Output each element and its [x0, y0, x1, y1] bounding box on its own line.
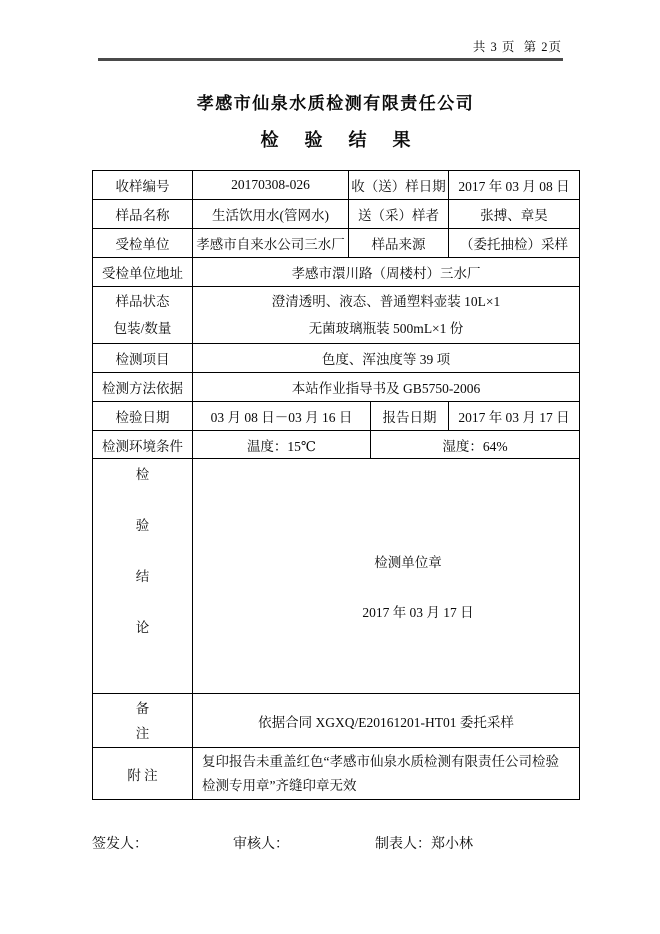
- sample-name-label: 样品名称: [93, 200, 193, 229]
- conclusion-date: 2017 年 03 月 17 日: [362, 605, 474, 620]
- sample-state-value: [193, 287, 580, 344]
- row-conclusion: [93, 459, 580, 694]
- remark-label-line2: 注: [135, 725, 150, 741]
- test-date-value: 03 月 08 日－03 月 16 日: [193, 402, 371, 431]
- row-test-items: [93, 344, 580, 373]
- sample-no-value: 20170308-026: [193, 171, 349, 200]
- row-sample-name: [93, 200, 580, 229]
- unit-address-label: 受检单位地址: [93, 258, 193, 287]
- conclusion-char-2: 验: [135, 518, 150, 533]
- report-title: 检验结果: [260, 130, 437, 150]
- sample-state-label-line1: 样品状态: [115, 294, 170, 309]
- row-sample-no: [93, 171, 580, 200]
- test-items-value: 色度、浑浊度等 39 项: [193, 344, 580, 373]
- remark-value: 依据合同 XGXQ/E20161201-HT01 委托采样: [193, 694, 580, 748]
- receive-date-label: 收（送）样日期: [349, 171, 449, 200]
- row-env-condition: [93, 431, 580, 459]
- row-note: [93, 748, 580, 800]
- inspected-unit-value: 孝感市自来水公司三水厂: [193, 229, 349, 258]
- sampler-value: 张搏、章昊: [449, 200, 580, 229]
- conclusion-char-3: 结: [135, 569, 150, 584]
- sample-state-value-line2: 无菌玻璃瓶装 500mL×1 份: [308, 321, 464, 336]
- note-value: 复印报告未重盖红色“孝感市仙泉水质检测有限责任公司检验检测专用章”齐缝印章无效: [193, 748, 580, 800]
- conclusion-char-1: 检: [135, 467, 150, 482]
- report-table: [92, 170, 580, 800]
- conclusion-label-stack: [95, 459, 190, 635]
- sample-state-value-line1: 澄清透明、液态、普通塑料壶装 10L×1: [271, 294, 501, 309]
- row-remark: [93, 694, 580, 748]
- env-condition-label: 检测环境条件: [93, 431, 193, 459]
- sample-state-label-line2: 包装/数量: [113, 321, 172, 336]
- row-inspected-unit: [93, 229, 580, 258]
- conclusion-char-4: 论: [135, 620, 150, 635]
- remark-label: [93, 694, 193, 748]
- report-date-label: 报告日期: [371, 402, 449, 431]
- sample-source-value: （委托抽检）采样: [449, 229, 580, 258]
- unit-stamp-placeholder: 检测单位章: [374, 555, 442, 570]
- row-dates: [93, 402, 580, 431]
- receive-date-value: 2017 年 03 月 08 日: [449, 171, 580, 200]
- test-items-label: 检测项目: [93, 344, 193, 373]
- test-date-label: 检验日期: [93, 402, 193, 431]
- note-label: 附 注: [93, 748, 193, 800]
- env-humidity: 湿度：64%: [371, 431, 580, 459]
- company-title: 孝感市仙泉水质检测有限责任公司: [196, 94, 475, 113]
- row-sample-state: [93, 287, 580, 344]
- sampler-label: 送（采）样者: [349, 200, 449, 229]
- row-unit-address: [93, 258, 580, 287]
- method-basis-value: 本站作业指导书及 GB5750-2006: [193, 373, 580, 402]
- preparer-signature-label: 制表人：郑小林: [375, 837, 473, 852]
- sample-source-label: 样品来源: [349, 229, 449, 258]
- sample-state-label: [93, 287, 193, 344]
- conclusion-label: [93, 459, 193, 694]
- issuer-signature-label: 签发人：: [92, 837, 148, 852]
- inspected-unit-label: 受检单位: [93, 229, 193, 258]
- page-number-info: 共 3 页 第 2页: [472, 40, 562, 54]
- env-temperature: 温度：15℃: [193, 431, 371, 459]
- report-date-value: 2017 年 03 月 17 日: [449, 402, 580, 431]
- header-rule: [98, 58, 563, 61]
- reviewer-signature-label: 审核人：: [233, 837, 289, 852]
- row-method-basis: [93, 373, 580, 402]
- sample-no-label: 收样编号: [93, 171, 193, 200]
- conclusion-value: [193, 459, 580, 694]
- method-basis-label: 检测方法依据: [93, 373, 193, 402]
- remark-label-line1: 备: [135, 700, 150, 716]
- unit-address-value: 孝感市澴川路（周楼村）三水厂: [193, 258, 580, 287]
- sample-name-value: 生活饮用水(管网水): [193, 200, 349, 229]
